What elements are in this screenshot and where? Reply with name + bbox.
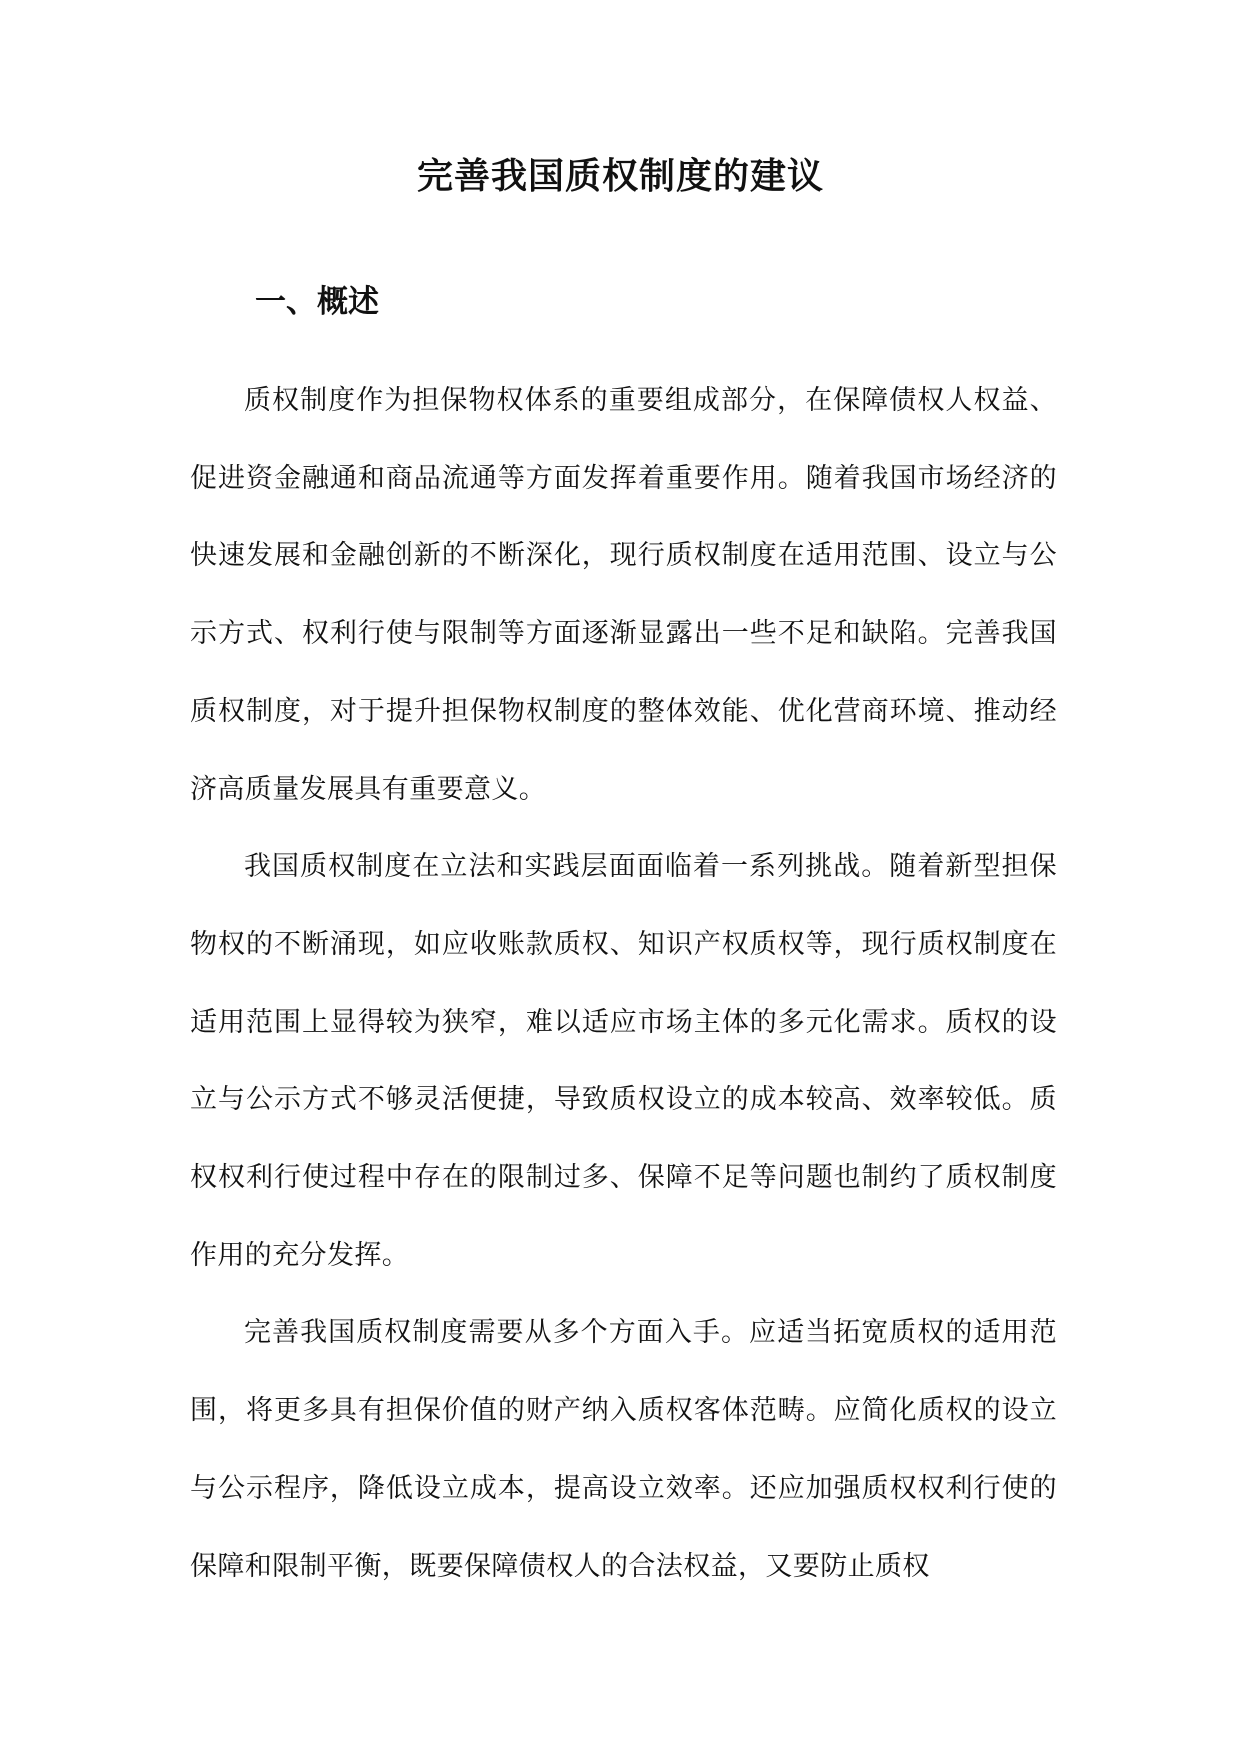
section-heading: 一、概述 xyxy=(255,284,379,320)
paragraph-2: 我国质权制度在立法和实践层面面临着一系列挑战。随着新型担保物权的不断涌现，如应收账款质权、知识产权质权等，现行质权制度在适用范围上显得较为狭窄，难以适应市场主体的多元化需求。质权的设立与公示方式不够灵活便捷，导致质权设立的成本较高、效率较低。质权权利行使过程中存在的限制过多、保障不足等问题也制约了质权制度作用的充分发挥。 xyxy=(190,851,1057,1271)
paragraph-3: 完善我国质权制度需要从多个方面入手。应适当拓宽质权的适用范围，将更多具有担保价值的财产纳入质权客体范畴。应简化质权的设立与公示程序，降低设立成本，提高设立效率。还应加强质权权利行使的保障和限制平衡，既要保障债权人的合法权益，又要防止质权 xyxy=(190,1317,1057,1582)
body-text xyxy=(190,362,1057,1605)
paragraph-1: 质权制度作为担保物权体系的重要组成部分，在保障债权人权益、促进资金融通和商品流通等方面发挥着重要作用。随着我国市场经济的快速发展和金融创新的不断深化，现行质权制度在适用范围、设立与公示方式、权利行使与限制等方面逐渐显露出一些不足和缺陷。完善我国质权制度，对于提升担保物权制度的整体效能、优化营商环境、推动经济高质量发展具有重要意义。 xyxy=(190,385,1057,805)
document-title: 完善我国质权制度的建议 xyxy=(416,155,824,197)
